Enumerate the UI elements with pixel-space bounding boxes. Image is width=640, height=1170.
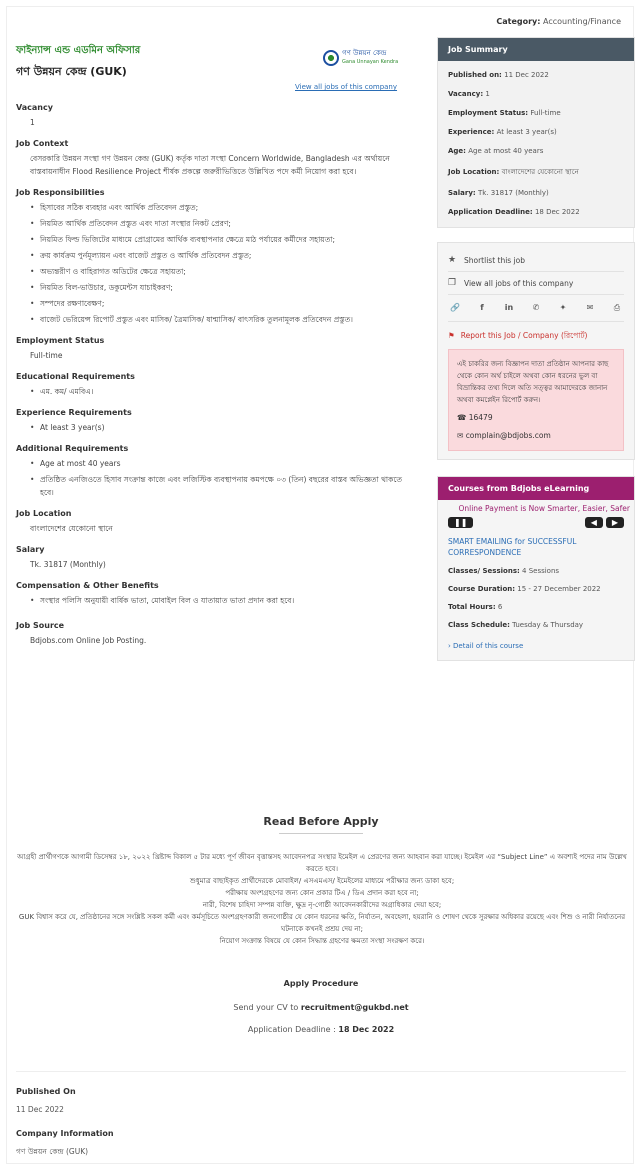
courses-panel — [437, 476, 635, 661]
experience-list — [30, 421, 416, 434]
divider — [279, 833, 363, 834]
footer-divider — [16, 1071, 626, 1072]
list-item: • হিসাবের সঠিক ব্যবহার এবং আর্থিক প্রতিবেদন প্রস্তুত; — [30, 201, 416, 214]
phone-icon: ☎ — [457, 413, 467, 422]
list-item: • সংস্থার পলিসি অনুযায়ী বার্ষিক ভাতা, মোবাইল বিল ও যাতায়াত ভাতা প্রদান করা হবে। — [30, 594, 416, 607]
list-item: • Age at most 40 years — [30, 457, 416, 470]
chevron-right-icon: › — [448, 642, 451, 650]
list-item: • বাজেট ভেরিয়েন্স রিপোর্ট প্রস্তুত এবং মাসিক/ ত্রৈমাসিক/ ষান্মাসিক/ বাৎসরিক তুলনামূলক প্রতিবেদন প্রস্তুত। — [30, 313, 416, 326]
report-label: Report this Job / Company (রিপোর্ট) — [460, 331, 588, 340]
pause-button[interactable]: ❚❚ — [448, 517, 473, 528]
category-value: Accounting/Finance — [543, 17, 621, 26]
logo-subtitle: Gana Unnayan Kendra — [342, 59, 399, 65]
list-item: • এম. কম/ এমবিএ। — [30, 385, 416, 398]
education-heading: Educational Requirements — [16, 372, 135, 381]
apply-procedure-title: Apply Procedure — [283, 979, 359, 988]
job-summary-title: Job Summary — [438, 38, 634, 61]
fraud-warning-box — [448, 349, 624, 451]
phone-contact: ☎ 16479 — [457, 413, 493, 422]
list-item: • অভ্যন্তরীণ ও বাহিরাগত অডিটের ক্ষেত্রে সহায়তা; — [30, 265, 416, 278]
job-location-heading: Job Location — [16, 509, 72, 518]
summary-row: Experience: At least 3 year(s) — [448, 128, 557, 136]
read-before-apply-text: আগ্রহী প্রার্থীগণকে আগামী ডিসেম্বর ১৮, ২০২২ খ্রিষ্টাব্দ বিকাল ৫ টার মধ্যে পূর্ণ জীবন বৃত্তান্তসহ আবেদনপত্র সংস্থার ইমেইল এ প্রেরণের জন্য আহবান করা যাচ্ছে। ইমেইল এর “Subject Line” এ অবশ্যই পদের নাম উল্লেখ করতে হবে। শুধুমাত্র বাছাইকৃত প্রার্থীদেরকে মোবাইল/ এসএমএস/ ইমেইলের মাধ্যমে পরীক্ষার জন্য ডাকা হবে; পরীক্ষায় অংশগ্রহণের জন্য কোন প্রকার টিএ / ডিএ প্রদান করা হবে না; নারী, বিশেষ চাহিদা সম্পন্ন ব্যক্তি, ক্ষুদ্র নৃ-গোষ্ঠী আবেদনকারীদের অগ্রাধিকার দেয়া হবে; GUK বিশ্বাস করে যে, প্রতিষ্ঠানের সঙ্গে সংশ্লিষ্ট সকল কর্মী এবং কর্মসূচিতে অংশগ্রহণকারী জনগোষ্ঠীর যে কোন ধরনের ক্ষতি, নির্যাতন, অবহেলা, হয়রানি ও শোষণ থেকে সুরক্ষার অধিকার রয়েছে এবং শিশু ও নারী নির্যাতনের ঘটনাকে কখনই প্রশ্রয় দেয় না; নিয়োগ সংক্রান্ত বিষয়ে যে কোন সিদ্ধান্ত গ্রহণের ক্ষমতা সংস্থা সংরক্ষণ করে। — [17, 853, 627, 945]
additional-req-list — [30, 457, 416, 499]
list-item: • ক্রয় কার্যক্রম পুর্নমূল্যায়ন এবং বাজেট প্রস্তুত ও আর্থিক প্রতিবেদন প্রস্তুত; — [30, 249, 416, 262]
company-info-heading: Company Information — [16, 1129, 114, 1138]
list-item: • প্রতিষ্ঠিত এনজিওতে হিসাব সংক্রান্ত কাজে এবং লজিস্টিক ব্যবস্থাপনায় কমপক্ষে ০৩ (তিন) বছরের বাস্তব অভিজ্ঞতা থাকতে হবে। — [30, 473, 416, 499]
job-source-value: Bdjobs.com Online Job Posting. — [30, 636, 147, 645]
link-icon[interactable]: 🔗 — [450, 303, 460, 312]
list-item: • At least 3 year(s) — [30, 421, 416, 434]
list-item: • নিয়মিত আর্থিক প্রতিবেদন প্রস্তুত এবং দাতা সংস্থার নিকট প্রেরণ; — [30, 217, 416, 230]
list-item: • সম্পদের রক্ষণাবেক্ষণ; — [30, 297, 416, 310]
summary-row: Job Location: বাংলাদেশের যেকোনো স্থানে — [448, 168, 579, 176]
job-source-heading: Job Source — [16, 621, 65, 630]
vacancy-value: 1 — [30, 118, 35, 127]
share-bar — [448, 295, 624, 322]
course-row: Class Schedule: Tuesday & Thursday — [448, 621, 584, 629]
carousel-controls — [438, 515, 634, 532]
summary-row: Application Deadline: 18 Dec 2022 — [448, 208, 580, 216]
course-row: Total Hours: 6 — [448, 603, 503, 611]
responsibilities-list — [30, 201, 416, 326]
shortlist-job-button[interactable] — [448, 249, 624, 272]
job-details-page — [6, 6, 634, 1164]
next-button[interactable]: ▶ — [606, 517, 624, 528]
employment-status-heading: Employment Status — [16, 336, 105, 345]
flag-icon: ⚑ — [448, 331, 455, 340]
responsibilities-heading: Job Responsibilities — [16, 188, 105, 197]
courses-title: Courses from Bdjobs eLearning — [438, 477, 634, 500]
linkedin-icon[interactable]: in — [504, 303, 514, 312]
published-on-heading: Published On — [16, 1087, 76, 1096]
summary-row: Employment Status: Full-time — [448, 109, 561, 117]
job-details-main — [16, 97, 416, 647]
summary-row: Vacancy: 1 — [448, 90, 490, 98]
view-all-label: View all jobs of this company — [464, 278, 574, 288]
twitter-icon[interactable]: ✦ — [559, 303, 567, 312]
logo-icon — [323, 50, 339, 66]
category-label: Category: — [496, 17, 541, 26]
job-location-value: বাংলাদেশের যেকোনো স্থানে — [30, 524, 113, 533]
list-item: • নিয়মিত বিল-ভাউচার, ডকুমেন্টস যাচাইকরণ; — [30, 281, 416, 294]
vacancy-heading: Vacancy — [16, 103, 53, 112]
job-context-text: বেসরকারি উন্নয়ন সংস্থা গণ উন্নয়ন কেন্দ্র (GUK) কর্তৃক দাতা সংস্থা Concern Worldwide, Bangladesh এর অর্থায়নে বাস্তবায়নাধীন Flood Resilience Project শীর্ষক প্রকল্পে জরুরীভিত্তিতে উল্লিখিত পদে কর্মী নিয়োগ করা হবে। — [30, 154, 390, 176]
star-icon: ★ — [448, 255, 457, 265]
company-name: গণ উন্নয়ন কেন্দ্র (GUK) — [16, 65, 127, 78]
employment-status-value: Full-time — [30, 351, 63, 360]
category — [496, 17, 621, 26]
job-summary-panel — [437, 37, 635, 228]
job-title: ফাইন্যান্স এন্ড এডমিন অফিসার — [16, 45, 141, 56]
summary-row: Salary: Tk. 31817 (Monthly) — [448, 189, 549, 197]
document-icon: ❐ — [448, 278, 457, 288]
view-all-jobs-link[interactable]: View all jobs of this company — [295, 83, 398, 91]
mail-icon: ✉ — [457, 431, 464, 440]
prev-button[interactable]: ◀ — [585, 517, 603, 528]
salary-heading: Salary — [16, 545, 45, 554]
list-item: • নিয়মিত ফিল্ড ভিজিটের মাধ্যমে প্রোগ্রামের আর্থিক ব্যবস্থাপনার ক্ষেত্রে মাঠ পর্যায়ের কর্মীদের সহায়তা; — [30, 233, 416, 246]
additional-req-heading: Additional Requirements — [16, 444, 129, 453]
print-icon[interactable]: ⎙ — [613, 303, 621, 312]
company-info-value: গণ উন্নয়ন কেন্দ্র (GUK) — [16, 1147, 89, 1156]
course-row: Classes/ Sessions: 4 Sessions — [448, 567, 560, 575]
salary-value: Tk. 31817 (Monthly) — [30, 560, 106, 569]
published-on-value: 11 Dec 2022 — [16, 1105, 64, 1114]
logo-name: গণ উন্নয়ন কেন্দ্র — [342, 49, 387, 57]
job-actions-panel — [437, 242, 635, 460]
course-row: Course Duration: 15 - 27 December 2022 — [448, 585, 601, 593]
course-title-link[interactable]: SMART EMAILING for SUCCESSFUL CORRESPONDENCE — [448, 537, 577, 557]
email-contact[interactable]: ✉ complain@bdjobs.com — [457, 431, 551, 440]
whatsapp-icon[interactable]: ✆ — [532, 303, 540, 312]
compensation-heading: Compensation & Other Benefits — [16, 581, 159, 590]
apply-email[interactable]: recruitment@gukbd.net — [300, 1003, 409, 1012]
apply-send-cv: Send your CV to recruitment@gukbd.net — [233, 1003, 409, 1012]
view-all-jobs-button[interactable] — [448, 272, 624, 295]
email-icon[interactable]: ✉ — [586, 303, 594, 312]
shortlist-label: Shortlist this job — [464, 255, 526, 265]
summary-row: Published on: 11 Dec 2022 — [448, 71, 549, 79]
facebook-icon[interactable]: f — [480, 303, 484, 312]
read-before-apply-title: Read Before Apply — [263, 815, 379, 828]
report-job-link[interactable] — [448, 322, 624, 341]
warning-text: এই চাকরির জন্য বিজ্ঞাপন দাতা প্রতিষ্ঠান আপনার কাছ থেকে কোন অর্থ চাইলে অথবা কোন ধরনের ভুল বা বিভ্রান্তিকর তথ্য দিলে অতি সত্ত্বর আমাদেরকে জানান অথবা কমপ্লেইন রিপোর্ট করুন। — [457, 360, 609, 404]
course-detail-link[interactable]: › Detail of this course — [448, 642, 524, 650]
summary-row: Age: Age at most 40 years — [448, 147, 544, 155]
experience-heading: Experience Requirements — [16, 408, 132, 417]
education-list — [30, 385, 416, 398]
job-context-heading: Job Context — [16, 139, 69, 148]
payment-marquee: Online Payment is Now Smarter, Easier, Safer — [458, 504, 630, 513]
company-logo — [323, 45, 407, 71]
sidebar — [437, 37, 635, 661]
apply-deadline: Application Deadline : 18 Dec 2022 — [247, 1025, 395, 1034]
compensation-list — [30, 594, 416, 607]
